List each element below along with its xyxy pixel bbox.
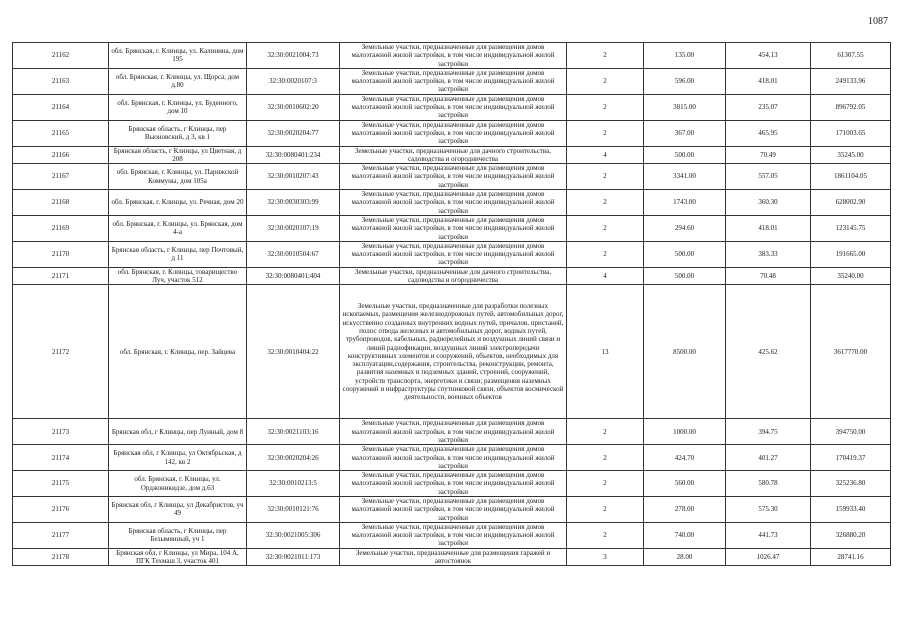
specific-value-cell: 360.30	[726, 190, 811, 216]
cadastral-number-cell: 32:30:0080401:234	[247, 146, 340, 164]
table-row	[13, 215, 891, 241]
row-id-cell: 21166	[13, 146, 109, 164]
address-cell: Брянская область, г Клинцы, пер Выоновский, д 3, кв 1	[109, 120, 247, 146]
table-row	[13, 445, 891, 471]
specific-value-cell: 465.95	[726, 120, 811, 146]
usage-group-cell: 2	[567, 215, 644, 241]
land-usage-cell: Земельные участки, предназначенные для размещения домов малоэтажной жилой застройки, в том числе индивидуальной жилой застройки	[340, 496, 567, 522]
land-usage-cell: Земельные участки, предназначенные для дачного строительства, садоводства и огородничества	[340, 267, 567, 285]
usage-group-cell: 2	[567, 120, 644, 146]
cadastral-value-cell: 171003.65	[811, 120, 891, 146]
table-row	[13, 146, 891, 164]
area-cell: 3815.00	[644, 94, 726, 120]
row-id-cell: 21165	[13, 120, 109, 146]
row-id-cell: 21172	[13, 285, 109, 419]
area-cell: 500.00	[644, 267, 726, 285]
address-cell: Брянская обл, г Клинцы, пер Лунный, дом 8	[109, 419, 247, 445]
cadastral-value-cell: 394750.00	[811, 419, 891, 445]
table-row	[13, 522, 891, 548]
table-row	[13, 241, 891, 267]
usage-group-cell: 13	[567, 285, 644, 419]
usage-group-cell: 2	[567, 445, 644, 471]
table-row	[13, 164, 891, 190]
specific-value-cell: 575.30	[726, 496, 811, 522]
row-id-cell: 21163	[13, 68, 109, 94]
table-row	[13, 267, 891, 285]
address-cell: Брянская обл, г Клинцы, ул Декабристов, уч 49	[109, 496, 247, 522]
row-id-cell: 21175	[13, 471, 109, 497]
cadastral-number-cell: 32:30:0030303:99	[247, 190, 340, 216]
row-id-cell: 21167	[13, 164, 109, 190]
area-cell: 560.00	[644, 471, 726, 497]
table-row	[13, 94, 891, 120]
land-usage-cell: Земельные участки, предназначенные для размещения домов малоэтажной жилой застройки, в том числе индивидуальной жилой застройки	[340, 120, 567, 146]
usage-group-cell: 2	[567, 68, 644, 94]
specific-value-cell: 383.33	[726, 241, 811, 267]
cadastral-number-cell: 32:30:0021011:173	[247, 548, 340, 566]
row-id-cell: 21176	[13, 496, 109, 522]
row-id-cell: 21162	[13, 43, 109, 69]
land-usage-cell: Земельные участки, предназначенные для размещения домов малоэтажной жилой застройки, в том числе индивидуальной жилой застройки	[340, 164, 567, 190]
area-cell: 8500.00	[644, 285, 726, 419]
address-cell: Брянская область, г Клинцы, пер Безымянный, уч 1	[109, 522, 247, 548]
cadastral-number-cell: 32:30:0010213:5	[247, 471, 340, 497]
usage-group-cell: 2	[567, 496, 644, 522]
specific-value-cell: 1026.47	[726, 548, 811, 566]
area-cell: 294.60	[644, 215, 726, 241]
address-cell: обл. Брянская, г. Клинцы, ул. Буденного, дом 10	[109, 94, 247, 120]
cadastral-value-cell: 628002.90	[811, 190, 891, 216]
cadastral-value-cell: 326880.20	[811, 522, 891, 548]
row-id-cell: 21170	[13, 241, 109, 267]
land-usage-cell: Земельные участки, предназначенные для размещения домов малоэтажной жилой застройки, в том числе индивидуальной жилой застройки	[340, 419, 567, 445]
address-cell: Брянская обл, г Клинцы, ул Мира, 104 А, ПГК Техмаш 3, участок 401	[109, 548, 247, 566]
cadastral-value-cell: 159933.40	[811, 496, 891, 522]
usage-group-cell: 2	[567, 471, 644, 497]
cadastral-value-cell: 896792.05	[811, 94, 891, 120]
specific-value-cell: 401.27	[726, 445, 811, 471]
address-cell: обл. Брянская, г. Клинцы, ул. Речная, дом 20	[109, 190, 247, 216]
area-cell: 500.00	[644, 241, 726, 267]
cadastral-number-cell: 32:30:0020204:77	[247, 120, 340, 146]
cadastral-value-cell: 35245.00	[811, 146, 891, 164]
cadastral-value-cell: 249133.96	[811, 68, 891, 94]
usage-group-cell: 2	[567, 241, 644, 267]
land-usage-cell: Земельные участки, предназначенные для размещения домов малоэтажной жилой застройки, в том числе индивидуальной жилой застройки	[340, 43, 567, 69]
specific-value-cell: 454.13	[726, 43, 811, 69]
cadastral-value-cell: 170419.37	[811, 445, 891, 471]
cadastral-value-cell: 123145.75	[811, 215, 891, 241]
cadastral-number-cell: 32:30:0010602:20	[247, 94, 340, 120]
area-cell: 3341.00	[644, 164, 726, 190]
usage-group-cell: 2	[567, 190, 644, 216]
table-row	[13, 419, 891, 445]
land-usage-cell: Земельные участки, предназначенные для размещения гаражей и автостоянок	[340, 548, 567, 566]
area-cell: 28.00	[644, 548, 726, 566]
row-id-cell: 21164	[13, 94, 109, 120]
area-cell: 740.00	[644, 522, 726, 548]
row-id-cell: 21168	[13, 190, 109, 216]
specific-value-cell: 425.62	[726, 285, 811, 419]
usage-group-cell: 4	[567, 146, 644, 164]
cadastral-number-cell: 32:30:0021005:306	[247, 522, 340, 548]
table-row	[13, 548, 891, 566]
land-usage-cell: Земельные участки, предназначенные для размещения домов малоэтажной жилой застройки, в том числе индивидуальной жилой застройки	[340, 471, 567, 497]
row-id-cell: 21174	[13, 445, 109, 471]
cadastral-number-cell: 32:30:0021103:16	[247, 419, 340, 445]
cadastral-number-cell: 32:30:0020204:26	[247, 445, 340, 471]
land-usage-cell: Земельные участки, предназначенные для дачного строительства, садоводства и огородничества	[340, 146, 567, 164]
cadastral-value-cell: 35240.00	[811, 267, 891, 285]
address-cell: обл. Брянская, г. Клинцы, ул. Орджоникидзе, дом д.63	[109, 471, 247, 497]
usage-group-cell: 2	[567, 94, 644, 120]
land-usage-cell: Земельные участки, предназначенные для размещения домов малоэтажной жилой застройки, в том числе индивидуальной жилой застройки	[340, 215, 567, 241]
table-row	[13, 43, 891, 69]
cadastral-value-cell: 3617770.00	[811, 285, 891, 419]
address-cell: обл. Брянская, г. Клинцы, пер. Зайцева	[109, 285, 247, 419]
specific-value-cell: 70.49	[726, 146, 811, 164]
row-id-cell: 21177	[13, 522, 109, 548]
land-usage-cell: Земельные участки, предназначенные для разработки полезных ископаемых, размещения железнодорожных путей, автомобильных дорог, искусственно созданных внутренних водных путей, причалов, пристаней, полос отвода железных и автомобильных дорог, водных путей, трубопроводов, кабельных, радиорелейных и воздушных линий связи и линий радиофикации, воздушных линий электропередачи конструктивных элементов и сооружений, объектов, необходимых для эксплуатации,содержания, строительства, реконструкции, ремонта, развития наземных и подземных зданий, строений, сооружений, устройств транспорта, энергетики и связи; размещения наземных сооружений и инфраструктуры спутниковой связи, объектов космической деятельности, военных объектов	[340, 285, 567, 419]
land-usage-cell: Земельные участки, предназначенные для размещения домов малоэтажной жилой застройки, в том числе индивидуальной жилой застройки	[340, 445, 567, 471]
cadastral-value-cell: 191665.00	[811, 241, 891, 267]
specific-value-cell: 394.75	[726, 419, 811, 445]
specific-value-cell: 580.78	[726, 471, 811, 497]
address-cell: Брянская область, г Клинцы, пер Почтовый, д 11	[109, 241, 247, 267]
cadastral-value-cell: 28741.16	[811, 548, 891, 566]
land-registry-table	[12, 42, 891, 566]
page-number: 1087	[868, 16, 888, 27]
address-cell: обл. Брянская, г. Клинцы, ул. Щорса, дом д.80	[109, 68, 247, 94]
row-id-cell: 21173	[13, 419, 109, 445]
cadastral-number-cell: 32:30:0010404:22	[247, 285, 340, 419]
land-usage-cell: Земельные участки, предназначенные для размещения домов малоэтажной жилой застройки, в том числе индивидуальной жилой застройки	[340, 94, 567, 120]
usage-group-cell: 2	[567, 164, 644, 190]
usage-group-cell: 2	[567, 43, 644, 69]
cadastral-number-cell: 32:30:0020107:3	[247, 68, 340, 94]
address-cell: обл. Брянская, г. Клинцы, ул. Парижской Коммуны, дом 105а	[109, 164, 247, 190]
row-id-cell: 21171	[13, 267, 109, 285]
cadastral-number-cell: 32:30:0021004:73	[247, 43, 340, 69]
specific-value-cell: 441.73	[726, 522, 811, 548]
table-row	[13, 120, 891, 146]
area-cell: 1000.00	[644, 419, 726, 445]
row-id-cell: 21169	[13, 215, 109, 241]
usage-group-cell: 2	[567, 522, 644, 548]
area-cell: 500.00	[644, 146, 726, 164]
table-row	[13, 190, 891, 216]
area-cell: 596.00	[644, 68, 726, 94]
cadastral-number-cell: 32:30:0080401:404	[247, 267, 340, 285]
table-row	[13, 471, 891, 497]
area-cell: 135.00	[644, 43, 726, 69]
address-cell: Брянская обл, г Клинцы, ул Октябрьская, д 142, кв 2	[109, 445, 247, 471]
specific-value-cell: 418.01	[726, 68, 811, 94]
land-usage-cell: Земельные участки, предназначенные для размещения домов малоэтажной жилой застройки, в том числе индивидуальной жилой застройки	[340, 68, 567, 94]
cadastral-value-cell: 61307.55	[811, 43, 891, 69]
specific-value-cell: 557.05	[726, 164, 811, 190]
address-cell: обл. Брянская, г. Клинцы, ул. Калинина, дом 195	[109, 43, 247, 69]
address-cell: Брянская область, г Клинцы, ул Цветная, д 208	[109, 146, 247, 164]
usage-group-cell: 2	[567, 419, 644, 445]
land-usage-cell: Земельные участки, предназначенные для размещения домов малоэтажной жилой застройки, в том числе индивидуальной жилой застройки	[340, 522, 567, 548]
table-row	[13, 496, 891, 522]
row-id-cell: 21178	[13, 548, 109, 566]
usage-group-cell: 4	[567, 267, 644, 285]
table-row	[13, 68, 891, 94]
area-cell: 278.00	[644, 496, 726, 522]
cadastral-value-cell: 1861104.05	[811, 164, 891, 190]
cadastral-number-cell: 32:30:0010121:76	[247, 496, 340, 522]
cadastral-number-cell: 32:30:0010504:67	[247, 241, 340, 267]
cadastral-value-cell: 325236.80	[811, 471, 891, 497]
cadastral-number-cell: 32:30:0020107:19	[247, 215, 340, 241]
table-row	[13, 285, 891, 419]
address-cell: обл. Брянская, г. Клинцы, товарищество Луч, участок 512	[109, 267, 247, 285]
cadastral-number-cell: 32:30:0010207:43	[247, 164, 340, 190]
usage-group-cell: 3	[567, 548, 644, 566]
land-usage-cell: Земельные участки, предназначенные для размещения домов малоэтажной жилой застройки, в том числе индивидуальной жилой застройки	[340, 190, 567, 216]
specific-value-cell: 418.01	[726, 215, 811, 241]
area-cell: 424.70	[644, 445, 726, 471]
address-cell: обл. Брянская, г. Клинцы, ул. Брянская, дом 4-а	[109, 215, 247, 241]
specific-value-cell: 235.07	[726, 94, 811, 120]
land-usage-cell: Земельные участки, предназначенные для размещения домов малоэтажной жилой застройки, в том числе индивидуальной жилой застройки	[340, 241, 567, 267]
area-cell: 1743.00	[644, 190, 726, 216]
specific-value-cell: 70.48	[726, 267, 811, 285]
area-cell: 367.00	[644, 120, 726, 146]
